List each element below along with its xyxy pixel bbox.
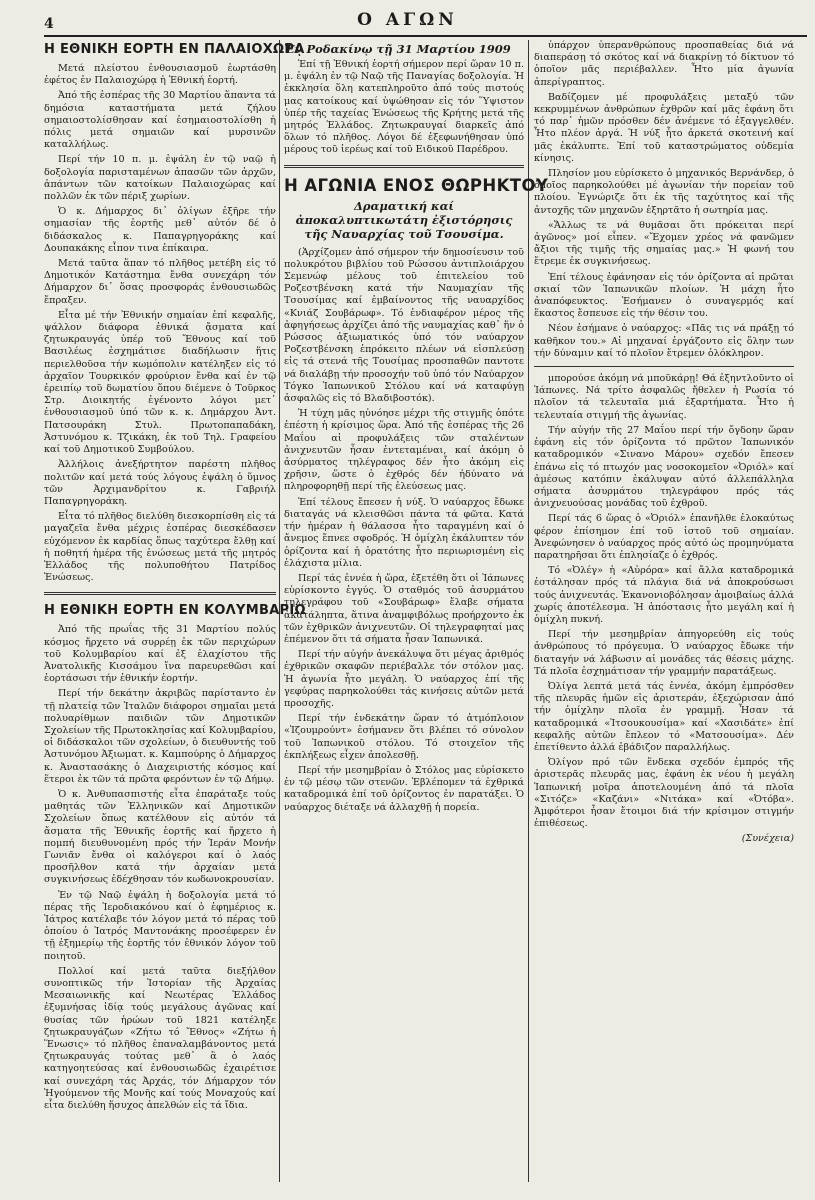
paragraph: Εἶτα μέ τήν Ἐθνικήν σημαίαν ἐπί κεφαλῆς, ψάλλον διάφορα ἐθνικά ᾄσματα καί ζητωκραυγάς ὑπέρ τοῦ Ἔθνους καί τοῦ Βασιλέως ἐσχημάτισε διαδήλωσιν ἥτις περιελθοῦσα τήν κωμόπολιν κατέληξεν εἰς τό ἀρχαῖον Τουρκικόν φρούριον ἔνθα καί ἐν τῷ ἐρειπίῳ τοῦ δωματίου ὅπου διέμενε ὁ Τοῦρκος Στρ. Διοικητής ἐγένοντο λόγοι μετ᾽ ἐνθουσιασμοῦ ὑπό τῶν κ. κ. Δημάρχου Ἀντ. Πατσουράκη Στυλ. Πρωτοπαπαδάκη, Ἀστυνόμου κ. Τζικάκη, ἐκ τοῦ Τηλ. Γραφείου καί τοῦ Δημοτικοῦ Συμβούλου. xyxy=(44,309,276,456)
paragraph: Μετά ταῦτα ἅπαν τό πλῆθος μετέβη εἰς τό Δημοτικόν Κατάστημα ἔνθα συνεχάρη τόν Δήμαρχον δι᾽ ὅσας προσφοράς ἐνθουσιωδῶς ἔπραξεν. xyxy=(44,258,276,306)
paragraph: μπορούσε ἀκόμη νά μποῦκάρῃ! Θά ἐξηντλοῦντο οἱ Ἰάπωνες. Νά τρίτο ἀσφαλῶς ἤθελεν ἡ Ρωσία τό πλοῖον τά τελευταῖα μιά ἐξαρτήματα. Ἦτο ἡ τελευταία στιγμή τῆς ἀγωνίας. xyxy=(534,373,794,421)
section-separator xyxy=(534,366,794,367)
paragraph: Πολλοί καί μετά ταῦτα διεξήλθον συνοπτικῶς τήν Ἱστορίαν τῆς Ἀρχαίας Μεσαιωνικῆς καί Νεωτέρας Ἑλλάδος ἐξυμνήσας ἰδίᾳ τούς μεγάλους ἀγῶνας καί θυσίας τῶν ἡρώων τοῦ 1821 κατέληξε ζητωκραυγάζων «Ζήτω τό Ἔθνος» «Ζήτω ἡ Ἕνωσις» τό πλῆθος ἐπαναλαμβάνοντος μετά ζητωκραυγάς τούτας μεθ᾽ ἃ ὁ λαός κατηγοητεύσας καί ἐνθουσιωδῶς ἐχαιρέτισε καί συνεχάρη τάς Ἀρχάς, τόν Δήμαρχον τόν Ἡγούμενον τῆς Μονῆς καί τούς Μοναχούς καί εἶτα διελύθη ἥσυχος ἀπελθών εἰς τά ἴδια. xyxy=(44,965,276,1112)
paragraph: Ἐν τῷ Ναῷ ἐψάλη ἡ δοξολογία μετά τό πέρας τῆς Ἱεροδιακόνου καί ὁ ἐφημέριος κ. Ἰάτρος κατέλαβε τόν λόγον μετά τό πέρας τοῦ ὁποίου ὁ Ἰατρός Μαντονάκης προσέφερεν ἐν τῇ ἐξημερίῳ τῆς ἑορτῆς τόν ἐθνικόν λόγον τοῦ ποιητοῦ. xyxy=(44,889,276,962)
paragraph: (Ἀρχίζομεν ἀπό σήμερον τήν δημοσίευσιν τοῦ πολυκρότου βιβλίου τοῦ Ρώσσου ἀντιπλοιάρχου Σεμενώφ μέλους τοῦ ἐπιτελείου τοῦ Ροζεστβένσκη κατά τήν Ναυμαχίαν τῆς Τσουσίμας καί ἐμβαίνοντος τῆς ναυαρχίδος «Κνιάζ Σουβάρωφ». Τό ἐνδιαφέρον μέρος τῆς ἀφηγήσεως ἀρχίζει ἀπό τῆς ναυμαχίας καθ᾽ ἥν ὁ Ρώσσος ἀξιωματικός ὑπό τόν ναύαρχον Ροζεστβένσκη ἐπρόκειτο πλέων νά εἰσπλεύσῃ εἰς τά στενά τῆς Τουσίμας προσπαθῶν παντοτε νά διαλάβῃ τήν προσοχήν τοῦ ὑπό τόν Ναύαρχον Τόγκο Ἰαπωνικοῦ Στόλου καί νά καταφύγῃ ἀσφαλῶς εἰς τό Βλαδιβοστόκ). xyxy=(284,246,524,405)
paragraph: Ἐπί τέλους ἔπεσεν ἡ νύξ. Ὁ ναύαρχος ἔδωκε διαταγάς νά κλεισθῶσι πάντα τά φῶτα. Κατά τήν ἡμέραν ἡ θάλασσα ἦτο ταραγμένη καί ὁ ἄνεμος ἔπνεε σφοδρός. Ἡ ὁμίχλη ἐκάλυπτεν τόν ὁρίζοντα καί ἡ ὁρατότης ἦτο περιωρισμένη εἰς ἐλάχιστα μίλια. xyxy=(284,496,524,569)
column-1 xyxy=(44,40,306,1182)
paragraph: Βαδίζομεν μέ προφυλάξεις μεταξύ τῶν κεκρυμμένων ἀνθρώπων ἐχθρῶν καί μᾶς ἐφάνη ὅτι τό παρ᾽ ἡμῶν πρόσθεν δέν ἀνέμενε τό ἐξαγγελθέν. Ἦτο πλέον ἀργά. Ἡ νύξ ἦτο ἀρκετά σκοτεινή καί μᾶς ἐκάλυπτε. Ἐπί τοῦ καταστρώματος οὐδεμία κίνησις. xyxy=(534,91,794,164)
paragraph: Τό «Ὀλέγ» ἡ «Αὐρόρα» καί ἄλλα καταδρομικά ἐστάλησαν πρός τά πλάγια διά νά ἀποκρούσωσι τούς ἀνιχνευτάς. Ἐκανονιοβόλησαν ἀμοιβαίως ἀλλά χωρίς ἀποτέλεσμα. Ἡ ἀπόστασις ἦτο μεγάλη καί ἡ ὁμίχλη πυκνή. xyxy=(534,565,794,625)
paragraph: Ἐπί τέλους ἐφάνησαν εἰς τόν ὁρίζοντα αἱ πρῶται σκιαί τῶν Ἰαπωνικῶν πλοίων. Ἡ μάχη ἦτο ἀναπόφευκτος. Ἐσήμανεν ὁ συναγερμός καί ἕκαστος ἔσπευσε εἰς τήν θέσιν του. xyxy=(534,271,794,320)
paragraph: Περί τήν αὐγήν ἀνεκάλυψα ὅτι μέγας ἀριθμός ἐχθρικῶν σκαφῶν περιέβαλλε τόν στόλον μας. Ἡ ἀγωνία ἦτο μεγάλη. Ὁ ναύαρχος ἐπί τῆς γεφύρας παρηκολούθει τάς κινήσεις αὐτῶν μετά προσοχῆς. xyxy=(284,649,524,709)
paragraph: Περί τήν 10 π. μ. ἐψάλη ἐν τῷ ναῷ ἡ δοξολογία παρισταμένων ἁπασῶν τῶν ἀρχῶν, ἁπάντων τῶν κατοίκων Παλαιοχώρας καί πολλῶν ἐκ τῶν πέριξ χωρίων. xyxy=(44,154,276,203)
paragraph: Ἐπί τῇ Ἐθνική ἑορτή σήμερον περί ὥραν 10 π. μ. ἐψάλη ἐν τῷ Ναῷ τῆς Παναγίας δοξολογία. Ἡ ἐκκλησία ὅλη κατεπληροῦτο ἀπό τούς πιστούς μας κατοίκους καί ὑψώθησαν εἰς τόν Ὕψιστον ὑπέρ τῆς ταχείας Ἑνώσεως τῆς Κρήτης μετά τῆς μητρός Ἑλλάδος. Ζητωκραυγαί διαρκεῖς ἀπό ὅλων τό πλῆθος. Λόγοι δέ ἐξεφωνήθησαν ὑπό μέρους τοῦ ἱερέως καί τοῦ Ειδικοῦ Παρέδρου. xyxy=(284,59,524,156)
paragraph: Ἀπό τῆς ἑσπέρας τῆς 30 Μαρτίου ἅπαντα τά δημόσια καταστήματα μετά ζήλου σημαιοστολίσθησαν καί ἐσημαιοστολίσθη ἡ πόλις μετά σημαιῶν καί μυρσινῶν καταλλήλως. xyxy=(44,90,276,151)
column-rule xyxy=(528,40,529,1182)
column-2 xyxy=(284,40,549,1182)
paragraph: ὑπάρχον ὑπερανθρώπους προσπαθείας διά νά διαπεράσῃ τό σκότος καί νά διακρίνῃ τό δίκτυον τό ὁποῖον μᾶς περιέβαλλεν. Ἦτο μία ἀγωνία ἀπερίγραπτος. xyxy=(534,40,794,88)
article-title: Η ΕΘΝΙΚΗ ΕΟΡΤΗ ΕΝ ΠΑΛΑΙΟΧΩΡᾼ xyxy=(44,42,305,57)
paragraph: Μετά πλείστου ἐνθουσιασμοῦ ἑωρτάσθη ἐφέτος ἐν Παλαιοχώρᾳ ἡ Ἐθνική ἑορτή. xyxy=(44,63,276,87)
paragraph: Εἶτα τό πλῆθος διελύθη διεσκορπίσθη εἰς τά μαγαζεῖα ἔνθα μέχρις ἑσπέρας διεσκέδασεν εὐχόμενον ἐκ καρδίας ὅπως ταχύτερα ἔλθῃ καί ἡ ποθητή ἡμέρα τῆς ἑνώσεως μετά τῆς μητρός Ἑλλάδος τῆς πολυποθήτου Πατρίδος Ἑνώσεως. xyxy=(44,511,276,584)
header-rule xyxy=(44,35,807,37)
paragraph: Πλησίον μου εὑρίσκετο ὁ μηχανικός Βερνάνδερ, ὁ ὁποῖος παρηκολούθει μέ ἀγωνίαν τήν πορείαν τοῦ πλοίου. Ἐγνώριζε ὅτι ἐκ τῆς ταχύτητος καί τῆς ἀντοχῆς τῶν μηχανῶν ἐξηρτᾶτο ἡ σωτηρία μας. xyxy=(534,168,794,216)
paragraph: Ἀλλήλοις ἀνεξήρτητον παρέστη πλῆθος πολιτῶν καί μετά τούς λόγους ἐψάλη ὁ ὕμνος τῶν Ἀρχιμανδρίτου κ. Γαβριήλ Παπαγρηγοράκη. xyxy=(44,459,276,507)
article-title: Η ΕΘΝΙΚΗ ΕΟΡΤΗ ΕΝ ΚΟΛΥΜΒΑΡΙΩ xyxy=(44,603,306,619)
paragraph: Ὁ κ. Ἀνθυπασπιστής εἶτα ἐπαράταξε τούς μαθητάς τῶν Ἑλληνικῶν καί Δημοτικῶν Σχολείων ὅπως κατέλθουν εἰς αὐτόν τά ἄσματα τῆς Ἐθνικῆς ἑορτῆς καί ἤρχετο ἡ πομπή διευθυνομένη πρός τήν Ἱεράν Μονήν Γωνιᾶν ἔνθα οἱ καλόγεροι καί ὁ λαός προσῆλθον κατά τήν ἀρχαίαν μετά συγκινήσεως ἐδέχθησαν τόν κωδωνοκρουσίαν. xyxy=(44,788,276,886)
article-separator xyxy=(44,592,276,595)
paragraph: Ἀπό τῆς πρωΐας τῆς 31 Μαρτίου πολύς κόσμος ἤρχετο νά συρρέῃ ἐκ τῶν περιχώρων τοῦ Κολυμβαρίου καί ἐξ ἐλαχίστου τῆς Ἀνατολικῆς Κισσάμου ἵνα παρευρεθῶσι καί ἑορτάσωσι τήν ἐθνικήν ἑορτήν. xyxy=(44,624,276,685)
masthead: Ο ΑΓΩΝ xyxy=(357,10,458,30)
paragraph: Ὁ κ. Δήμαρχος δι᾽ ὀλίγων ἐξῆρε τήν σημασίαν τῆς ἑορτῆς μεθ᾽ αὐτόν δέ ὁ διδάσκαλος κ. Παπαγρηγοράκης καί Δουπακάκης εἶπον τινα ἐπίκαιρα. xyxy=(44,206,276,254)
article-title: Η ΑΓΩΝΙΑ ΕΝΟΣ ΘΩΡΗΚΤΟΥ xyxy=(284,175,549,195)
article-separator xyxy=(284,165,524,168)
paragraph: Περί τήν μεσημβρίαν ὁ Στόλος μας εὑρίσκετο ἐν τῷ μέσῳ τῶν στενῶν. Ἐβλέπομεν τά ἐχθρικά καταδρομικά ἐπί τοῦ ὁρίζοντος ἐν παρατάξει. Ὁ ναύαρχος διέταξε νά ἀλλαχθῇ ἡ πορεία. xyxy=(284,764,524,813)
paragraph: Ἡ τύχη μᾶς ηὐνόησε μέχρι τῆς στιγμῆς ὁπότε ἐπέστη ἡ κρίσιμος ὥρα. Ἀπό τῆς ἑσπέρας τῆς 26 Μαΐου αἱ προφυλάξεις τῶν σταλέντων ἀνιχνευτῶν ἦσαν ἐντεταμέναι, καί ἀκόμη ὁ ἀσύρματος τηλέγραφος δέν ἦτο ἀκόμη εἰς χρῆσιν, ὥστε ὁ ἐχθρός δέν ἠδύνατο νά πληροφορηθῇ περί τῆς ἐλεύσεως μας. xyxy=(284,408,524,493)
paragraph: Νέον ἐσήμανε ὁ ναύαρχος: «Πᾶς τις νά πράξῃ τό καθῆκον του.» Αἱ μηχαναί ἐργάζοντο εἰς ὅλην των τήν δύναμιν καί τό πλοῖον ἔτρεμεν ὁλόκληρον. xyxy=(534,323,794,359)
paragraph: Περί τάς ἐννέα ἡ ὥρα, ἐξετέθη ὅτι οἱ Ἰάπωνες εὑρίσκοντο ἐγγύς. Ὁ σταθμός τοῦ ἀσυρμάτου τηλεγράφου τοῦ «Σουβάρωφ» ἔλαβε σήματα ἀκατάληπτα, ἅτινα ἀναμφιβόλως προήρχοντο ἐκ τῶν ἐχθρικῶν ἀνιχνευτῶν. Οἱ τηλεγραφηταί μας ἐπέμενον ὅτι τά σήματα ἦσαν Ἰαπωνικά. xyxy=(284,572,524,645)
paragraph: Ὀλίγον πρό τῶν ἕνδεκα σχεδόν ἐμπρός τῆς ἀριστερᾶς πλευρᾶς μας, ἐφάνη ἐκ νέου ἡ μεγάλη Ἰαπωνική μοῖρα ἀποτελουμένη ἀπό τά πλοῖα «Σιτόζε» «Καζάνι» «Νιτάκα» καί «Ὀτόβα». Ἀμφότεροι ἦσαν ἔτοιμοι διά τήν κρίσιμον στιγμήν ἐπιθέσεως. xyxy=(534,757,794,830)
paragraph: Περί τήν ἑνδεκάτην ὥραν τό ἀτμόπλοιον «Ἰζουμρούντ» ἐσήμανεν ὅτι βλέπει τό σύνολον τοῦ Ἰαπωνικοῦ στόλου. Τό στοιχεῖον τῆς ἐκπλήξεως εἶχεν ἀπολεσθῇ. xyxy=(284,713,524,761)
paragraph: Περί τάς 6 ὥρας ὁ «Ὀριόλ» ἐπανῆλθε ἐλοκαύτως φέρον ἐπίσημον ἐπί τοῦ ἰστοῦ τοῦ σημαίαν. Ἀνεφώνησεν ὁ ναύαρχος πρός αὐτό ὡς προμηνύματα παρατηρῆσαι ὅτι ἐπλησίαζε ὁ ἐχθρός. xyxy=(534,513,794,561)
paragraph: Περί τήν μεσημβρίαν ἀπηγορεύθη εἰς τούς ἀνθρώπους τό πρόγευμα. Ὁ ναύαρχος ἔδωκε τήν διαταγήν νά λάβωσιν αἱ μονάδες τάς θέσεις μάχης. Τά πλοῖα ἐσχημάτισαν τήν γραμμήν παρατάξεως. xyxy=(534,629,794,677)
dateline: Ἐν Ροδακίνῳ τῇ 31 Μαρτίου 1909 xyxy=(284,42,511,56)
paragraph: Ὀλίγα λεπτά μετά τάς ἐννέα, ἀκόμη ἐμπρόσθεν τῆς πλευρᾶς ἡμῶν εἰς ἀριστεράν, ἐξεχώρισαν ἀπό τήν ὁμίχλην πλοῖα ἐν γραμμῇ. Ἦσαν τά καταδρομικά «Ἰτσουκουσίμα» καί «Χασιδάτε» ἐπί κεφαλῆς αὐτῶν ἔπλεον τό «Ματσουσίμα». Δέν ἐπετίθεντο ἀλλά ἐβάδιζον παραλλήλως. xyxy=(534,680,794,753)
column-3 xyxy=(534,40,794,1182)
page-number: 4 xyxy=(44,16,54,32)
paragraph: «Ἄλλως τε νά θυμᾶσαι ὅτι πρόκειται περί ἀγῶνος» μοί εἶπεν. «Ἔχομεν χρέος νά φανῶμεν ἄξιοι τῆς τιμῆς τῆς σημαίας μας.» Ἡ φωνή του ἔτρεμε ἐκ συγκινήσεως. xyxy=(534,219,794,268)
article-subtitle: Δραματική καί ἀποκαλυπτικωτάτη ἐξιστόρησις τῆς Ναυαρχίας τοῦ Τσουσίμα. xyxy=(295,198,513,241)
paragraph: Τήν αὐγήν τῆς 27 Μαΐου περί τήν ὄγδοην ὥραν ἐφάνη εἰς τόν ὁρίζοντα τό πρῶτον Ἰαπωνικόν καταδρομικόν «Σινανο Μάρου» σχεδόν ἔπεσεν ἐπάνω εἰς τό πτωχόν μας νοσοκομεῖον «Ὀριόλ» καί ἀμέσως κατόπιν ἐκάλυψαν αὐτό ἀλλεπάλληλα σήματα ἀσυρμάτου τηλεγράφου πρός τάς ἀνιχνευούσας μονάδας τοῦ ἐχθροῦ. xyxy=(534,424,794,510)
continued-note: (Συνέχεια) xyxy=(741,833,794,845)
paragraph: Περί τήν δεκάτην ἀκριβῶς παρίσταντο ἐν τῇ πλατείᾳ τῶν Ἰταλῶν διάφοροι σημαῖαι μετά πολυαρίθμων παιδιῶν τῶν Δημοτικῶν Σχολείων τῆς Πρωτοκλησίας καί Κολυμβαρίου, οἱ διδάσκαλοι τῶν σχολείων, ὁ διευθυντής τοῦ Ἀστυνόμου Ἀξιωματ. κ. Καμπούρης ὁ Δήμαρχος κ. Ἀναστασάκης ὁ Διαχειριστής κόσμος καί ἕτεροι ἐκ τῶν τά πρῶτα φερόντων ἐν τῷ Δήμῳ. xyxy=(44,688,276,785)
